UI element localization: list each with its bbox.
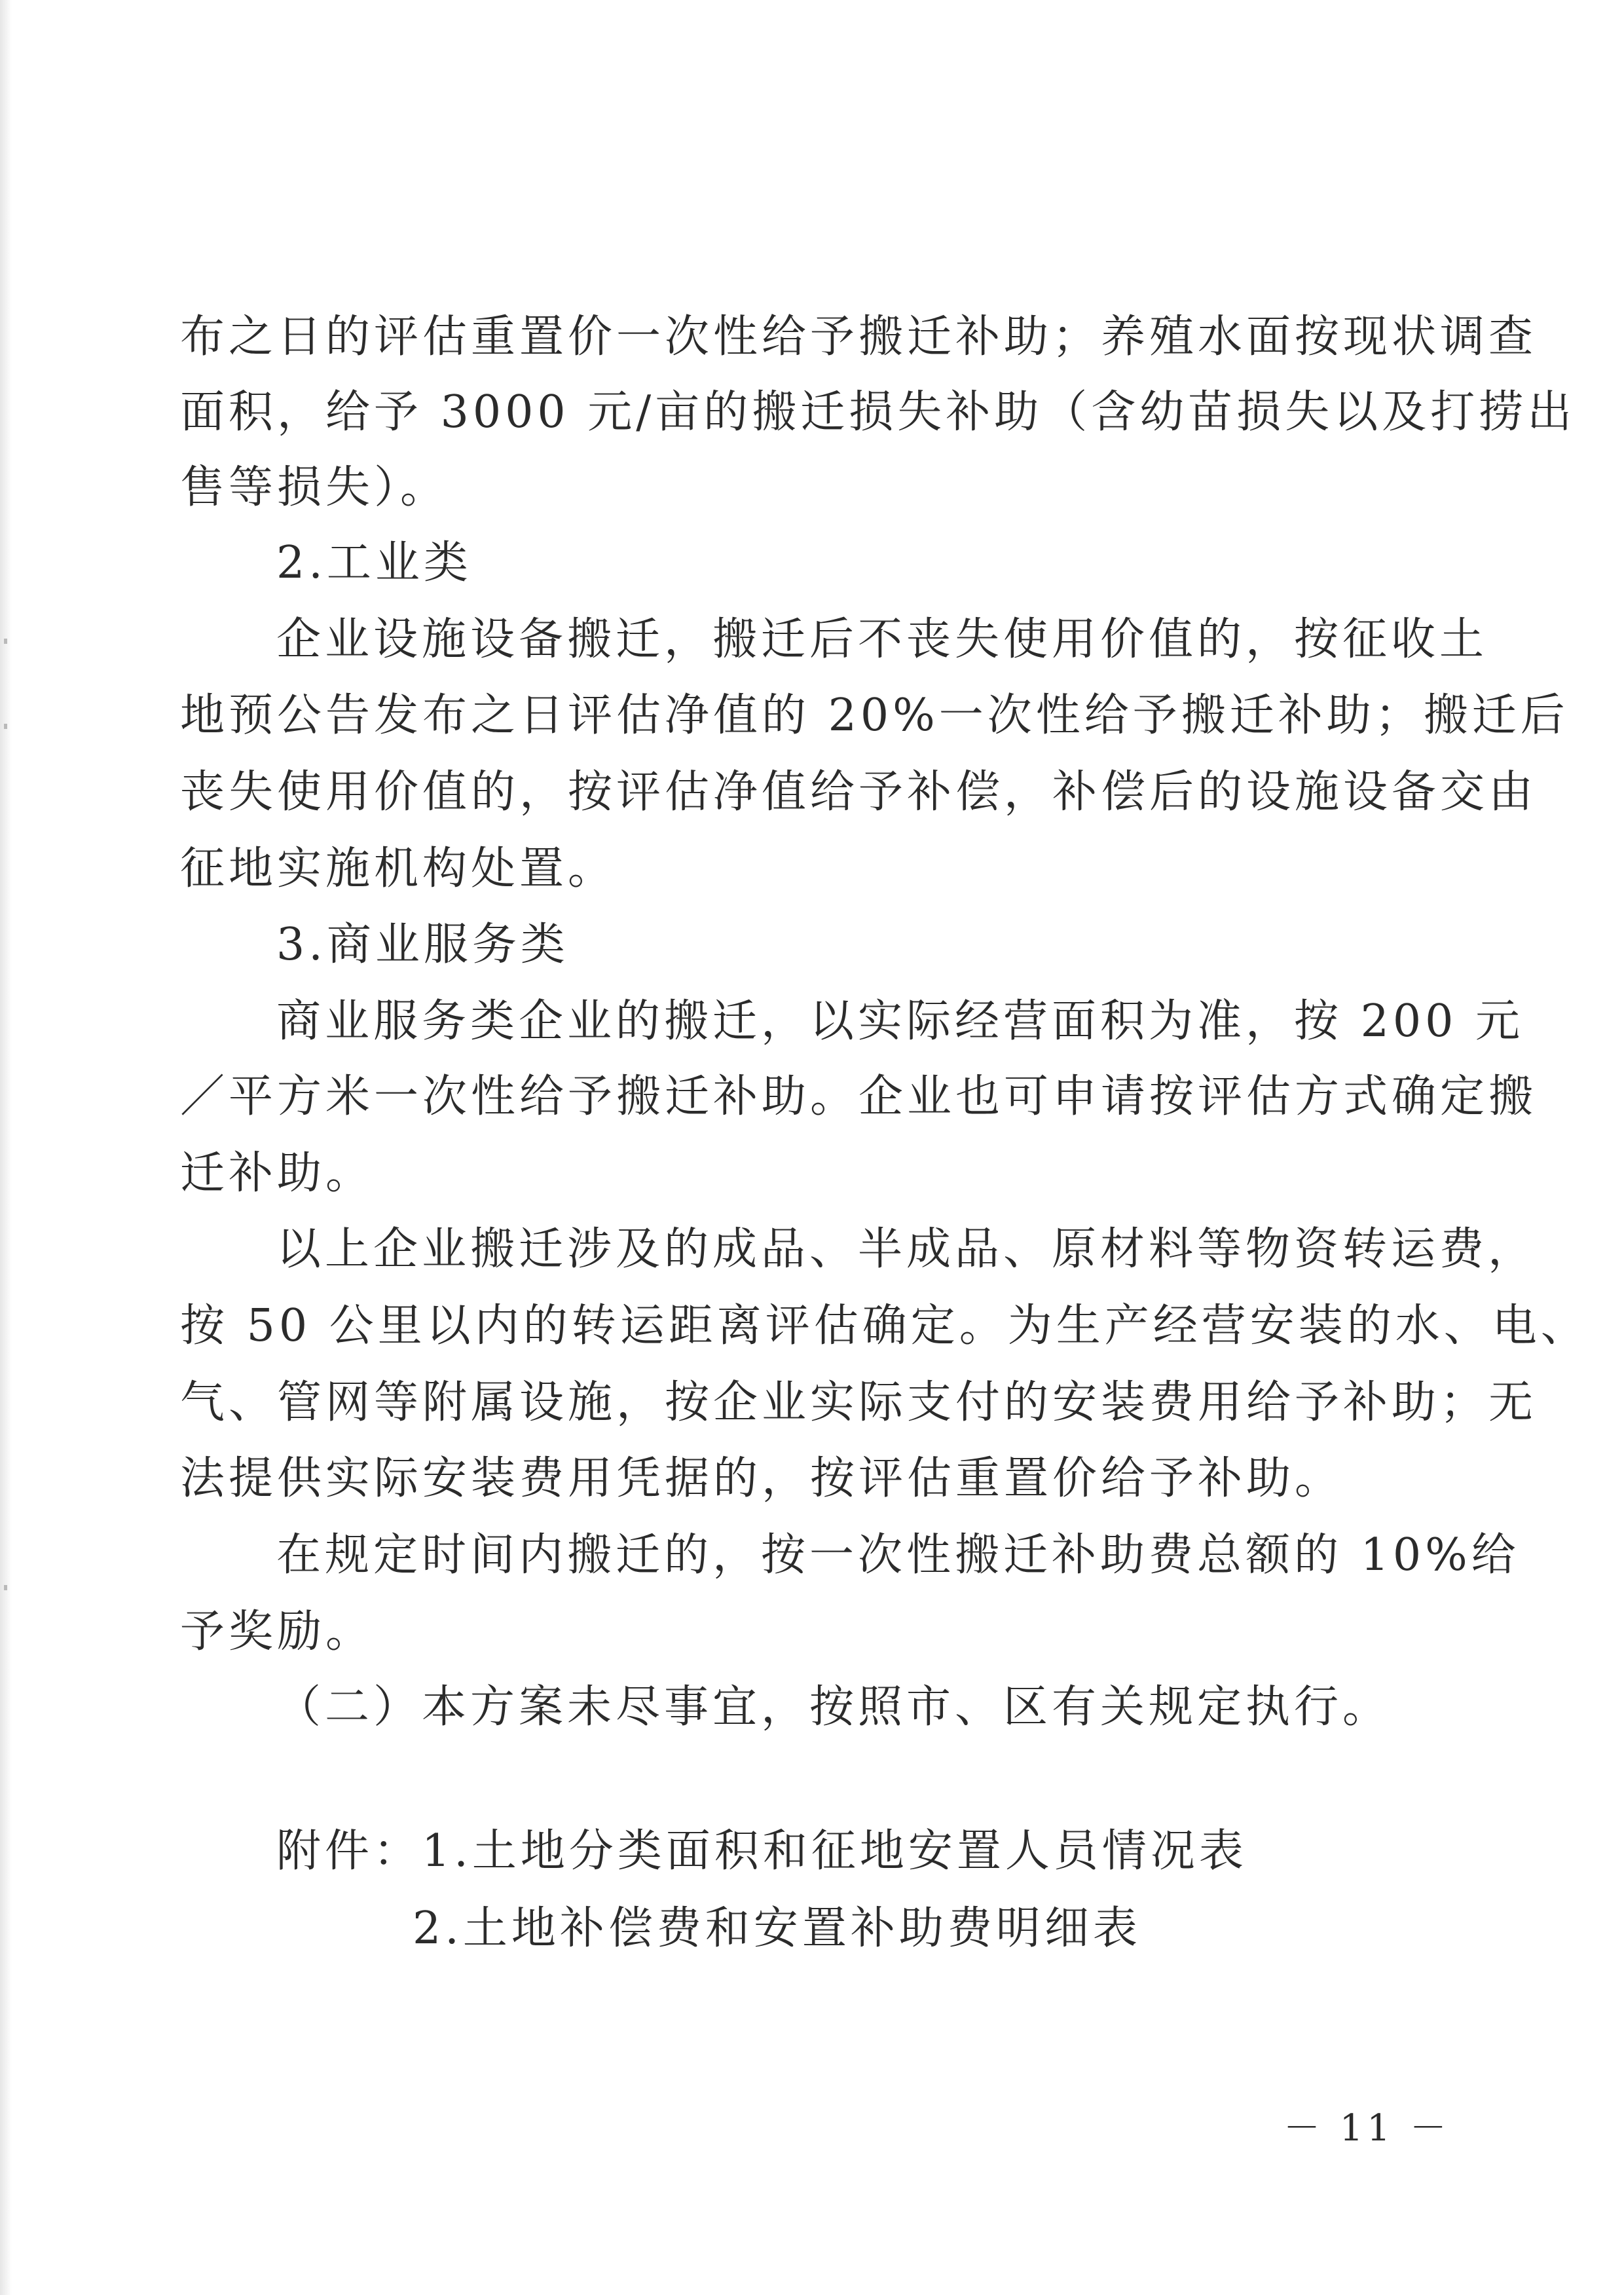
body-line: 布之日的评估重置价一次性给予搬迁补助；养殖水面按现状调查 [180,311,1538,363]
body-line: 迁补助。 [180,1148,375,1199]
body-line: ／平方米一次性给予搬迁补助。企业也可申请按评估方式确定搬 [180,1071,1538,1123]
scan-edge [0,0,12,2295]
body-line: 予奖励。 [180,1606,375,1658]
body-line: 法提供实际安装费用凭据的，按评估重置价给予补助。 [180,1453,1344,1504]
body-line: 按 50 公里以内的转运距离评估确定。为生产经营安装的水、电、 [180,1300,1589,1352]
body-line: 丧失使用价值的，按评估净值给予补偿，补偿后的设施设备交由 [180,766,1538,818]
section-heading-commercial: 3.商业服务类 [276,919,569,971]
body-line: 征地实施机构处置。 [180,843,617,895]
body-line: 气、管网等附属设施，按企业实际支付的安装费用给予补助；无 [180,1377,1538,1428]
scan-edge-mark [4,1585,7,1590]
section-heading-industrial: 2.工业类 [276,537,472,589]
attachment-item-1: 附件：1.土地分类面积和征地安置人员情况表 [276,1825,1247,1877]
body-line: 企业设施设备搬迁，搬迁后不丧失使用价值的，按征收土 [276,614,1488,665]
body-line: （二）本方案未尽事宜，按照市、区有关规定执行。 [276,1681,1392,1733]
attachment-item-2: 2.土地补偿费和安置补助费明细表 [413,1903,1141,1954]
body-line: 商业服务类企业的搬迁，以实际经营面积为准，按 200 元 [276,996,1524,1047]
scan-edge-mark [4,724,7,729]
body-line: 地预公告发布之日评估净值的 20%一次性给予搬迁补助；搬迁后 [180,690,1569,741]
page-number: － 11 － [1283,2107,1450,2150]
body-line: 以上企业搬迁涉及的成品、半成品、原材料等物资转运费， [276,1223,1537,1275]
body-line: 面积，给予 3000 元/亩的搬迁损失补助（含幼苗损失以及打捞出 [180,386,1576,438]
scan-edge-mark [4,639,7,644]
body-line: 售等损失）。 [180,462,449,513]
body-line: 在规定时间内搬迁的，按一次性搬迁补助费总额的 10%给 [276,1529,1520,1581]
